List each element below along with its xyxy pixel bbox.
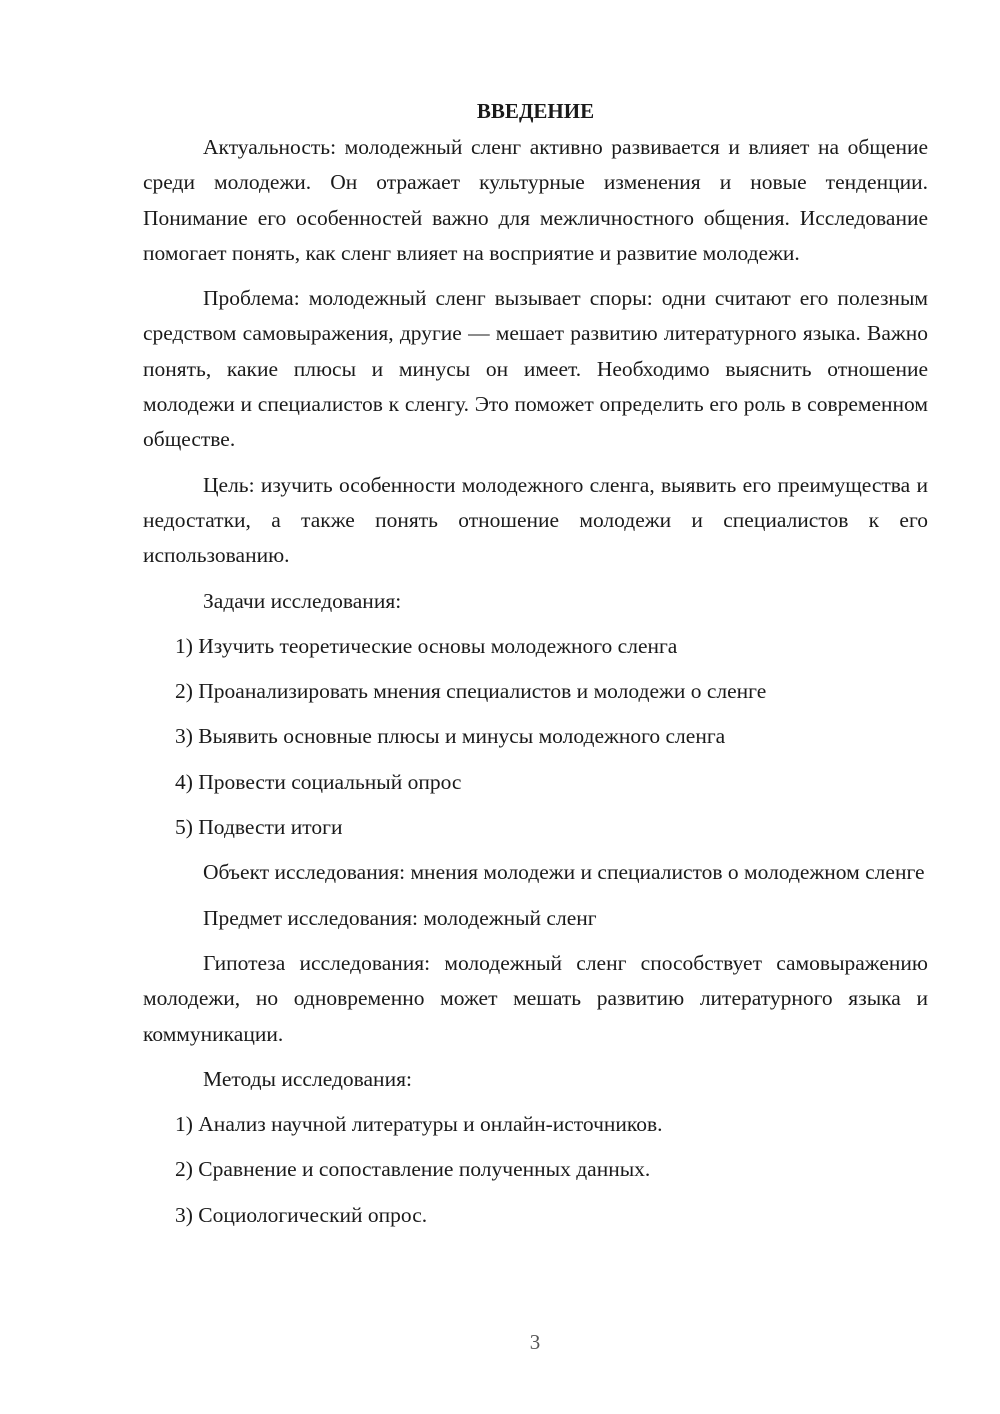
paragraph-goal: Цель: изучить особенности молодежного сленга, выявить его преимущества и недостатки, а также понять отношение молодежи и специалистов к его использованию. <box>143 472 928 568</box>
tasks-list <box>143 629 928 845</box>
list-item: 5) Подвести итоги <box>175 815 343 840</box>
tasks-heading: Задачи исследования: <box>203 588 402 613</box>
list-item: 4) Провести социальный опрос <box>175 769 462 794</box>
paragraph-problem: Проблема: молодежный сленг вызывает споры: одни считают его полезным средством самовыражения, другие — мешает развитию литературного языка. Важно понять, какие плюсы и минусы он имеет. Необходимо выяснить отношение молодежи и специалистов к сленгу. Это поможет определить его роль в современном обществе. <box>143 286 928 452</box>
paragraph-relevance: Актуальность: молодежный сленг активно развивается и влияет на общение среди молодежи. Он отражает культурные изменения и новые тенденции. Понимание его особенностей важно для межличностного общения. Исследование помогает понять, как сленг влияет на восприятие и развитие молодежи. <box>143 135 928 265</box>
paragraph-subject: Предмет исследования: молодежный сленг <box>203 905 597 930</box>
document-page <box>143 94 928 1243</box>
list-item: 1) Изучить теоретические основы молодежного сленга <box>175 633 678 658</box>
list-item: 3) Социологический опрос. <box>175 1202 428 1227</box>
list-item: 2) Проанализировать мнения специалистов и молодежи о сленге <box>175 679 767 704</box>
list-item: 2) Сравнение и сопоставление полученных данных. <box>175 1157 651 1182</box>
methods-heading: Методы исследования: <box>203 1066 412 1091</box>
paragraph-hypothesis: Гипотеза исследования: молодежный сленг способствует самовыражению молодежи, но одновременно может мешать развитию литературного языка и коммуникации. <box>143 950 928 1046</box>
methods-list <box>143 1107 928 1233</box>
page-number: 3 <box>529 1330 541 1354</box>
paragraph-object: Объект исследования: мнения молодежи и специалистов о молодежном сленге <box>203 860 925 885</box>
section-title: ВВЕДЕНИЕ <box>476 99 595 123</box>
list-item: 1) Анализ научной литературы и онлайн-источников. <box>175 1112 663 1137</box>
list-item: 3) Выявить основные плюсы и минусы молодежного сленга <box>175 724 726 749</box>
